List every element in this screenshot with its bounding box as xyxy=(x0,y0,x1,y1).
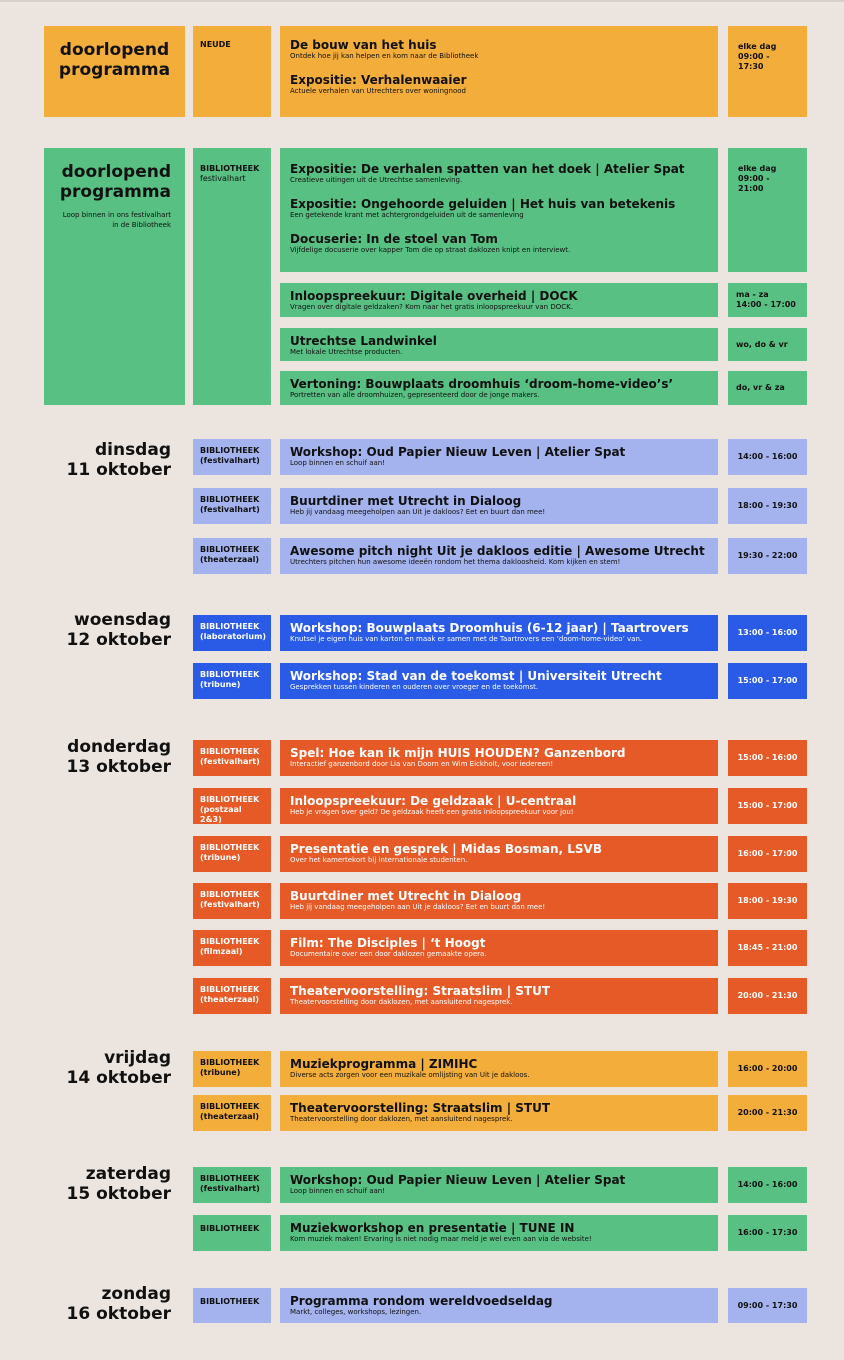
event-block xyxy=(280,439,718,475)
location-name: BIBLIOTHEEK xyxy=(200,937,260,946)
time-label: 09:00 - 17:30 xyxy=(728,1288,807,1323)
event-title: Inloopspreekuur: De geldzaak | U-centraal xyxy=(290,794,577,808)
event-block: Inloopspreekuur: Digitale overheid | DOCK Vragen over digitale geldzaken? Kom naar het gratis inloopspreekuur van DOCK. xyxy=(280,283,718,317)
location-name: BIBLIOTHEEK xyxy=(200,890,260,899)
event-block: Vertoning: Bouwplaats droomhuis ‘droom-home-video’s’ Portretten van alle droomhuizen, gepresenteerd door de jonge makers. xyxy=(280,371,718,405)
day-date: 11 oktober xyxy=(66,460,171,480)
ongoing-heading: doorlopend programma xyxy=(59,162,171,202)
event-block xyxy=(280,663,718,699)
location-label xyxy=(193,488,271,524)
event-item: Expositie: Ongehoorde geluiden | Het huis van betekenis Een getekende krant met achtergrondgeluiden uit de samenleving xyxy=(290,197,676,219)
event-desc: Theatervoorstelling door daklozen, met aansluitend nagesprek. xyxy=(290,1115,513,1123)
time-label: 14:00 - 16:00 xyxy=(728,439,807,475)
location-room: (filmzaal) xyxy=(200,947,243,956)
event-desc: Actuele verhalen van Utrechters over woningnood xyxy=(290,87,466,95)
time-label: 19:30 - 22:00 xyxy=(728,538,807,574)
event-block xyxy=(280,1095,718,1131)
time-label: 18:00 - 19:30 xyxy=(728,488,807,524)
time-label: wo, do & vr xyxy=(728,328,807,361)
day-heading xyxy=(40,1164,171,1204)
event-item: Expositie: De verhalen spatten van het doek | Atelier Spat Creatieve uitingen uit de Utrechtse samenleving. xyxy=(290,162,685,184)
event-desc: Utrechters pitchen hun awesome ideeën rondom het thema dakloosheid. Kom kijken en stem! xyxy=(290,558,621,566)
ongoing-heading-block xyxy=(44,26,185,117)
event-desc: Interactief ganzenbord door Lia van Doorn en Wim Eickholt, voor iedereen! xyxy=(290,760,554,768)
location-room: (festivalhart) xyxy=(200,1184,260,1193)
location-label xyxy=(193,1288,271,1323)
event-desc: Over het kamertekort bij internationale studenten. xyxy=(290,856,468,864)
time-label: 18:45 - 21:00 xyxy=(728,930,807,966)
location-name: BIBLIOTHEEK xyxy=(200,1297,260,1306)
location-room: (theaterzaal) xyxy=(200,555,260,564)
day-name: zaterdag xyxy=(85,1164,171,1184)
time-label: 16:00 - 20:00 xyxy=(728,1051,807,1087)
location-room: (tribune) xyxy=(200,680,241,689)
time-label: 15:00 - 17:00 xyxy=(728,788,807,824)
time-label: ma - za 14:00 - 17:00 xyxy=(728,283,807,317)
event-block xyxy=(280,978,718,1014)
time-label: elke dag 09:00 - 17:30 xyxy=(728,26,807,117)
location-label xyxy=(193,1051,271,1087)
location-label: NEUDE xyxy=(193,26,271,117)
event-title: Buurtdiner met Utrecht in Dialoog xyxy=(290,494,522,508)
time-label: 15:00 - 16:00 xyxy=(728,740,807,776)
event-desc: Markt, colleges, workshops, lezingen. xyxy=(290,1308,422,1316)
location-room: (festivalhart) xyxy=(200,505,260,514)
location-room: (festivalhart) xyxy=(200,757,260,766)
location-room: (postzaal 2&3) xyxy=(200,805,242,824)
location-label: BIBLIOTHEEK festivalhart xyxy=(193,148,271,405)
event-block xyxy=(280,930,718,966)
location-label xyxy=(193,615,271,651)
event-desc: Diverse acts zorgen voor een muzikale omlijsting van Uit je dakloos. xyxy=(290,1071,530,1079)
location-label xyxy=(193,883,271,919)
event-desc: Knutsel je eigen huis van karton en maak er samen met de Taartrovers een ‘doom-home-video’ van. xyxy=(290,635,643,643)
event-title: Workshop: Oud Papier Nieuw Leven | Atelier Spat xyxy=(290,445,626,459)
day-date: 13 oktober xyxy=(66,757,171,777)
location-room: (theaterzaal) xyxy=(200,1112,260,1121)
event-desc: Theatervoorstelling door daklozen, met aansluitend nagesprek. xyxy=(290,998,513,1006)
location-name: BIBLIOTHEEK xyxy=(200,545,260,554)
day-name: woensdag xyxy=(74,610,171,630)
event-block xyxy=(280,836,718,872)
day-heading xyxy=(40,440,171,480)
day-heading xyxy=(40,1284,171,1324)
event-title: Presentatie en gesprek | Midas Bosman, LSVB xyxy=(290,842,602,856)
event-title: Muziekprogramma | ZIMIHC xyxy=(290,1057,478,1071)
event-block xyxy=(280,1051,718,1087)
location-label xyxy=(193,538,271,574)
event-title: Theatervoorstelling: Straatslim | STUT xyxy=(290,1101,551,1115)
event-desc: Gesprekken tussen kinderen en ouderen over vroeger en de toekomst. xyxy=(290,683,539,691)
ongoing-heading: doorlopend programma xyxy=(58,40,171,80)
event-item: Docuserie: In de stoel van Tom Vijfdelige docuserie over kapper Tom die op straat daklozen knipt en interviewt. xyxy=(290,232,571,254)
location-name: BIBLIOTHEEK xyxy=(200,622,260,631)
location-room: (festivalhart) xyxy=(200,900,260,909)
event-item xyxy=(290,73,708,96)
location-room: (tribune) xyxy=(200,853,241,862)
ongoing-heading-block xyxy=(44,148,185,405)
location-label xyxy=(193,788,271,824)
event-desc: Heb je vragen over geld? De geldzaak heeft een gratis inloopspreekuur voor jou! xyxy=(290,808,574,816)
location-name: BIBLIOTHEEK xyxy=(200,495,260,504)
time-label: elke dag 09:00 - 21:00 xyxy=(728,148,807,272)
time-label: 20:00 - 21:30 xyxy=(728,1095,807,1131)
event-title: Expositie: Verhalenwaaier xyxy=(290,73,467,87)
event-block xyxy=(280,740,718,776)
time-label: 18:00 - 19:30 xyxy=(728,883,807,919)
location-label xyxy=(193,439,271,475)
time-label: 15:00 - 17:00 xyxy=(728,663,807,699)
event-desc: Documentaire over een door daklozen gemaakte opera. xyxy=(290,950,487,958)
ongoing-subtext: Loop binnen in ons festivalhart in de Bibliotheek xyxy=(62,211,171,229)
event-desc: Loop binnen en schuif aan! xyxy=(290,1187,386,1195)
location-name: BIBLIOTHEEK xyxy=(200,1174,260,1183)
location-name: BIBLIOTHEEK xyxy=(200,446,260,455)
location-name: BIBLIOTHEEK xyxy=(200,1102,260,1111)
event-desc: Kom muziek maken! Ervaring is niet nodig maar meld je wel even aan via de website! xyxy=(290,1235,592,1243)
day-date: 12 oktober xyxy=(66,630,171,650)
event-title: Film: The Disciples | ‘t Hoogt xyxy=(290,936,486,950)
event-desc: Heb jij vandaag meegeholpen aan Uit je dakloos? Eet en buurt dan mee! xyxy=(290,508,546,516)
event-title: Muziekworkshop en presentatie | TUNE IN xyxy=(290,1221,575,1235)
location-label xyxy=(193,930,271,966)
location-label xyxy=(193,1095,271,1131)
event-desc: Ontdek hoe jij kan helpen en kom naar de Bibliotheek xyxy=(290,52,479,60)
event-title: Workshop: Bouwplaats Droomhuis (6-12 jaar) | Taartrovers xyxy=(290,621,689,635)
day-date: 15 oktober xyxy=(66,1184,171,1204)
day-heading xyxy=(40,737,171,777)
event-title: Buurtdiner met Utrecht in Dialoog xyxy=(290,889,522,903)
top-divider xyxy=(0,0,844,2)
location-label xyxy=(193,1215,271,1251)
event-desc: Heb jij vandaag meegeholpen aan Uit je dakloos? Eet en buurt dan mee! xyxy=(290,903,546,911)
location-name: BIBLIOTHEEK xyxy=(200,1058,260,1067)
location-label xyxy=(193,978,271,1014)
day-heading xyxy=(40,610,171,650)
time-label: 20:00 - 21:30 xyxy=(728,978,807,1014)
location-label xyxy=(193,1167,271,1203)
time-label: 14:00 - 16:00 xyxy=(728,1167,807,1203)
location-label xyxy=(193,740,271,776)
event-block xyxy=(280,1215,718,1251)
event-title: Workshop: Oud Papier Nieuw Leven | Atelier Spat xyxy=(290,1173,626,1187)
location-name: BIBLIOTHEEK xyxy=(200,985,260,994)
location-name: BIBLIOTHEEK xyxy=(200,795,260,804)
event-block xyxy=(280,148,718,272)
day-name: zondag xyxy=(101,1284,171,1304)
day-heading xyxy=(40,1048,171,1088)
time-label: 13:00 - 16:00 xyxy=(728,615,807,651)
location-room: (laboratorium) xyxy=(200,632,267,641)
event-title: Theatervoorstelling: Straatslim | STUT xyxy=(290,984,551,998)
event-title: De bouw van het huis xyxy=(290,38,437,52)
day-name: donderdag xyxy=(67,737,171,757)
event-block xyxy=(280,788,718,824)
time-label: do, vr & za xyxy=(728,371,807,405)
event-block: Utrechtse Landwinkel Met lokale Utrechtse producten. xyxy=(280,328,718,361)
location-label xyxy=(193,836,271,872)
location-room: (theaterzaal) xyxy=(200,995,260,1004)
event-block xyxy=(280,488,718,524)
event-item xyxy=(290,38,708,61)
time-label: 16:00 - 17:30 xyxy=(728,1215,807,1251)
event-block xyxy=(280,1288,718,1323)
event-title: Awesome pitch night Uit je dakloos editie | Awesome Utrecht xyxy=(290,544,705,558)
location-room: (festivalhart) xyxy=(200,456,260,465)
event-block xyxy=(280,538,718,574)
location-name: BIBLIOTHEEK xyxy=(200,1224,260,1233)
location-room: (tribune) xyxy=(200,1068,241,1077)
day-date: 16 oktober xyxy=(66,1304,171,1324)
location-name: BIBLIOTHEEK xyxy=(200,843,260,852)
day-name: dinsdag xyxy=(94,440,171,460)
day-date: 14 oktober xyxy=(66,1068,171,1088)
event-title: Programma rondom wereldvoedseldag xyxy=(290,1294,553,1308)
location-name: BIBLIOTHEEK xyxy=(200,747,260,756)
time-label: 16:00 - 17:00 xyxy=(728,836,807,872)
event-desc: Loop binnen en schuif aan! xyxy=(290,459,386,467)
event-title: Workshop: Stad van de toekomst | Universiteit Utrecht xyxy=(290,669,662,683)
event-block xyxy=(280,1167,718,1203)
location-label xyxy=(193,663,271,699)
event-block xyxy=(280,26,718,117)
location-name: BIBLIOTHEEK xyxy=(200,670,260,679)
event-block xyxy=(280,615,718,651)
event-block xyxy=(280,883,718,919)
day-name: vrijdag xyxy=(104,1048,171,1068)
event-title: Spel: Hoe kan ik mijn HUIS HOUDEN? Ganzenbord xyxy=(290,746,626,760)
